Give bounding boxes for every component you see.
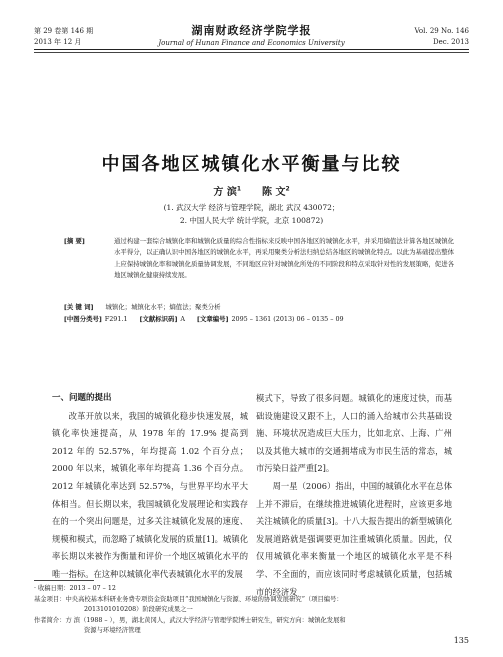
- author-1-sup: 1: [236, 185, 242, 193]
- page-number: 135: [453, 636, 469, 645]
- date-en: Dec. 2013: [433, 38, 469, 46]
- journal-title-cn: 湖南财政经济学院学报: [191, 24, 312, 37]
- volume-en: Vol. 29 No. 146: [414, 27, 469, 35]
- affiliation-2: 2. 中国人民大学 统计学院，北京 100872): [179, 216, 324, 225]
- authors-line: [0, 183, 503, 198]
- journal-title-en: Journal of Hunan Finance and Economics University: [158, 39, 345, 47]
- received-date: · 收稿日期：2013 – 07 – 12: [34, 585, 116, 592]
- header-rule-thick: [34, 49, 469, 50]
- article-no-label: [文章编号]: [197, 315, 229, 323]
- fund-line-2: 2013101010208）阶段研究成果之一: [84, 606, 193, 613]
- author-1: 方 滨: [213, 187, 237, 198]
- classification-line: [64, 314, 464, 324]
- author-2-sup: 2: [285, 185, 290, 193]
- doc-code-label: [文献标识码]: [139, 315, 178, 323]
- article-title: 中国各地区城镇化水平衡量与比较: [101, 154, 402, 175]
- body-right-column: [256, 390, 452, 601]
- author-2: 陈 文: [261, 187, 286, 198]
- keywords-label: [关 键 词]: [64, 303, 94, 311]
- body-left-column: [52, 390, 248, 584]
- right-paragraph-2: 周一星（2006）指出，中国的城镇化水平在总体上并不滞后，在继续推进城镇化进程时，应该更多地关注城镇化的质量[3]。十八大报告提出的新型城镇化发展道路就是强调要更加注重城镇化质量。因此，仅仅用城镇化率来衡量一个地区的城镇化水平是不科学、不全面的，而应该同时考虑城镇化质量，包括城市的经济发: [256, 480, 452, 597]
- footnote-rule: [34, 580, 94, 581]
- volume-cn: 第 29 卷第 146 期: [34, 27, 94, 35]
- abstract-label: [摘 要]: [64, 237, 85, 245]
- clc-value: F291.1: [104, 315, 128, 323]
- header-right: [415, 26, 469, 48]
- abstract-block: [64, 236, 454, 279]
- author-intro-line-2: 资源与环境经济管理: [84, 627, 141, 634]
- keywords-line: [64, 302, 454, 312]
- fund-line-1: 基金项目：中央高校基本科研业务费专项资金资助项目“我国城镇化与资源、环境的协调发展研究”（项目编号：: [34, 595, 343, 603]
- abstract-text: 通过构建一套综合城镇化率和城镇化质量的综合性指标来反映中国各地区的城镇化水平，并采用熵值法计算各地区城镇化水平得分，以正确认识中国各地区的城镇化水平，再采用聚类分析法归纳总结各地区的城镇化特点。以此为基础提出整体上应保持城镇化率和城镇化质量协调发展，不同地区应针对城镇化所处的不同阶段和特点采取针对性的发展策略，促进各地区城镇化健康持续发展。: [114, 237, 454, 279]
- footnotes: [34, 584, 469, 637]
- section-1-heading: 一、问题的提出: [52, 393, 112, 403]
- affiliation-1: (1. 武汉大学 经济与管理学院，湖北 武汉 430072；: [163, 203, 340, 212]
- article-no-value: 2095 – 1361 (2013) 06 – 0135 – 09: [231, 315, 344, 323]
- clc-label: [中图分类号]: [64, 315, 102, 323]
- header-rule-thin: [34, 52, 469, 53]
- doc-code-value: A: [180, 315, 185, 323]
- right-paragraph-1: 模式下，导致了很多问题。城镇化的速度过快，而基础设施建设又跟不上，人口的涌入给城市公共基础设施、环境状况造成巨大压力，比如北京、上海、广州以及其他大城市的交通拥堵成为市民生活的常态，城市污染日益严重[2]。: [256, 393, 452, 474]
- left-paragraph: 改革开放以来，我国的城镇化稳步快速发展，城镇化率快速提高，从 1978 年的 17.9% 提高到 2012 年的 52.57%，年均提高 1.02 个百分点；2000 年以来，城镇化率年均提高 1.36 个百分点。2012 年城镇化率达到 52.57%，与世界平均水平大体相当。但长期以来，我国城镇化发展理论和实践存在的一个突出问题是，过多关注城镇化发展的速度、规模和模式，而忽略了城镇化发展的质量[1]。城镇化率长期以来被作为衡量和评价一个地区城镇化水平的唯一指标。在这种以城镇化率代表城镇化水平的发展: [52, 410, 248, 579]
- date-cn: 2013 年 12 月: [34, 38, 82, 46]
- keywords-text: 城镇化；城镇化水平；熵值法；聚类分析: [105, 303, 221, 311]
- author-intro-line-1: 作者简介：方 滨（1988 – ），男，湖北黄冈人，武汉大学经济与管理学院博士研究生，研究方向：城镇化发展和: [34, 616, 346, 624]
